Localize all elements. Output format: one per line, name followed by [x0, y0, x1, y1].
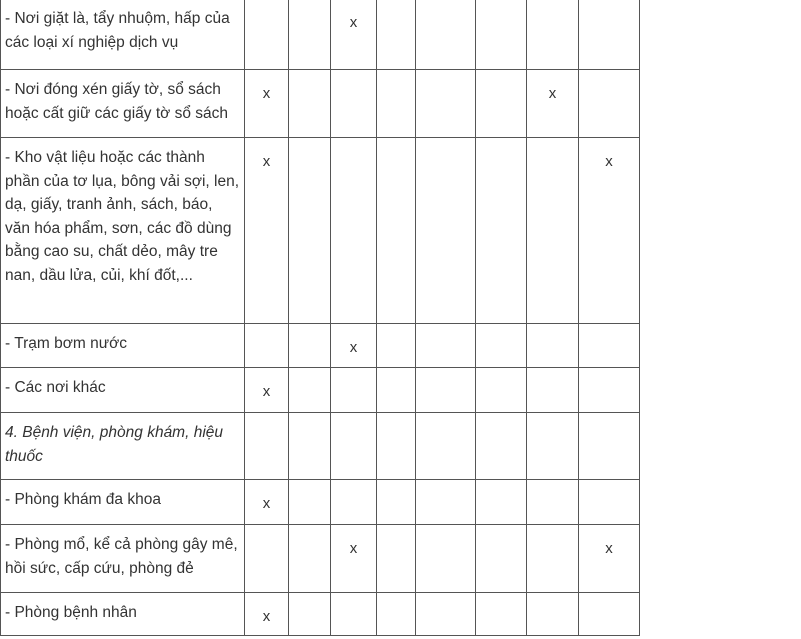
- mark-cell: [289, 138, 331, 324]
- table-row: [1, 413, 640, 480]
- mark-cell: [416, 70, 476, 138]
- mark-cell: [579, 413, 640, 480]
- mark-cell: [331, 368, 377, 413]
- mark-cell: x: [527, 70, 579, 138]
- mark-cell: [416, 0, 476, 70]
- mark-cell: x: [245, 70, 289, 138]
- mark-cell: [289, 413, 331, 480]
- mark-cell: [377, 138, 416, 324]
- table-row: [1, 593, 640, 636]
- mark-cell: [527, 593, 579, 636]
- mark-cell: [476, 70, 527, 138]
- mark-cell: [527, 368, 579, 413]
- row-label: - Kho vật liệu hoặc các thành phần của tơ lụa, bông vải sợi, len, dạ, giấy, tranh ảnh, sách, báo, văn hóa phẩm, sơn, các đồ dùng bằng cao su, chất dẻo, mây tre nan, dầu lửa, củi, khí đốt,...: [1, 138, 245, 324]
- mark-cell: [289, 480, 331, 525]
- mark-cell: [289, 324, 331, 368]
- mark-cell: [331, 138, 377, 324]
- mark-cell: x: [579, 138, 640, 324]
- mark-cell: [245, 324, 289, 368]
- mark-cell: [245, 0, 289, 70]
- table-row: [1, 480, 640, 525]
- mark-cell: [377, 0, 416, 70]
- mark-cell: [476, 0, 527, 70]
- mark-cell: x: [245, 593, 289, 636]
- mark-cell: x: [245, 480, 289, 525]
- mark-cell: [527, 324, 579, 368]
- mark-cell: [416, 480, 476, 525]
- mark-cell: [579, 480, 640, 525]
- mark-cell: [289, 593, 331, 636]
- row-label: 4. Bệnh viện, phòng khám, hiệu thuốc: [1, 413, 245, 480]
- mark-cell: [416, 413, 476, 480]
- row-label: - Phòng mổ, kể cả phòng gây mê, hồi sức, cấp cứu, phòng đẻ: [1, 525, 245, 593]
- table-row: [1, 0, 640, 70]
- row-label: - Nơi đóng xén giấy tờ, sổ sách hoặc cất giữ các giấy tờ sổ sách: [1, 70, 245, 138]
- row-label: - Phòng bệnh nhân: [1, 593, 245, 636]
- mark-cell: [527, 413, 579, 480]
- mark-cell: [377, 480, 416, 525]
- mark-cell: x: [331, 525, 377, 593]
- mark-cell: [476, 593, 527, 636]
- mark-cell: [416, 138, 476, 324]
- mark-cell: [579, 0, 640, 70]
- mark-cell: [527, 138, 579, 324]
- mark-cell: [331, 70, 377, 138]
- mark-cell: [289, 368, 331, 413]
- mark-cell: [416, 324, 476, 368]
- mark-cell: [289, 70, 331, 138]
- mark-cell: [579, 70, 640, 138]
- mark-cell: [331, 593, 377, 636]
- mark-cell: [579, 368, 640, 413]
- mark-cell: x: [331, 324, 377, 368]
- mark-cell: [289, 0, 331, 70]
- mark-cell: [377, 368, 416, 413]
- table-row: [1, 138, 640, 324]
- mark-cell: [476, 525, 527, 593]
- mark-cell: [416, 593, 476, 636]
- mark-cell: [579, 324, 640, 368]
- table-row: [1, 368, 640, 413]
- row-label: - Các nơi khác: [1, 368, 245, 413]
- row-label: - Trạm bơm nước: [1, 324, 245, 368]
- mark-cell: [527, 525, 579, 593]
- table-row: [1, 525, 640, 593]
- mark-cell: [527, 0, 579, 70]
- table-body: [1, 0, 640, 636]
- mark-cell: [377, 324, 416, 368]
- mark-cell: [579, 593, 640, 636]
- mark-cell: x: [245, 368, 289, 413]
- mark-cell: [476, 324, 527, 368]
- table-row: [1, 324, 640, 368]
- mark-cell: [476, 368, 527, 413]
- mark-cell: [416, 368, 476, 413]
- mark-cell: [476, 413, 527, 480]
- mark-cell: [331, 480, 377, 525]
- row-label: - Phòng khám đa khoa: [1, 480, 245, 525]
- row-label: - Nơi giặt là, tẩy nhuộm, hấp của các loại xí nghiệp dịch vụ: [1, 0, 245, 70]
- mark-cell: x: [579, 525, 640, 593]
- mark-cell: x: [331, 0, 377, 70]
- mark-cell: [245, 525, 289, 593]
- mark-cell: [476, 480, 527, 525]
- mark-cell: [377, 593, 416, 636]
- mark-cell: [377, 413, 416, 480]
- mark-cell: [377, 70, 416, 138]
- mark-cell: x: [245, 138, 289, 324]
- mark-cell: [377, 525, 416, 593]
- table-row: [1, 70, 640, 138]
- mark-cell: [289, 525, 331, 593]
- mark-cell: [527, 480, 579, 525]
- mark-cell: [331, 413, 377, 480]
- mark-cell: [416, 525, 476, 593]
- mark-cell: [476, 138, 527, 324]
- mark-cell: [245, 413, 289, 480]
